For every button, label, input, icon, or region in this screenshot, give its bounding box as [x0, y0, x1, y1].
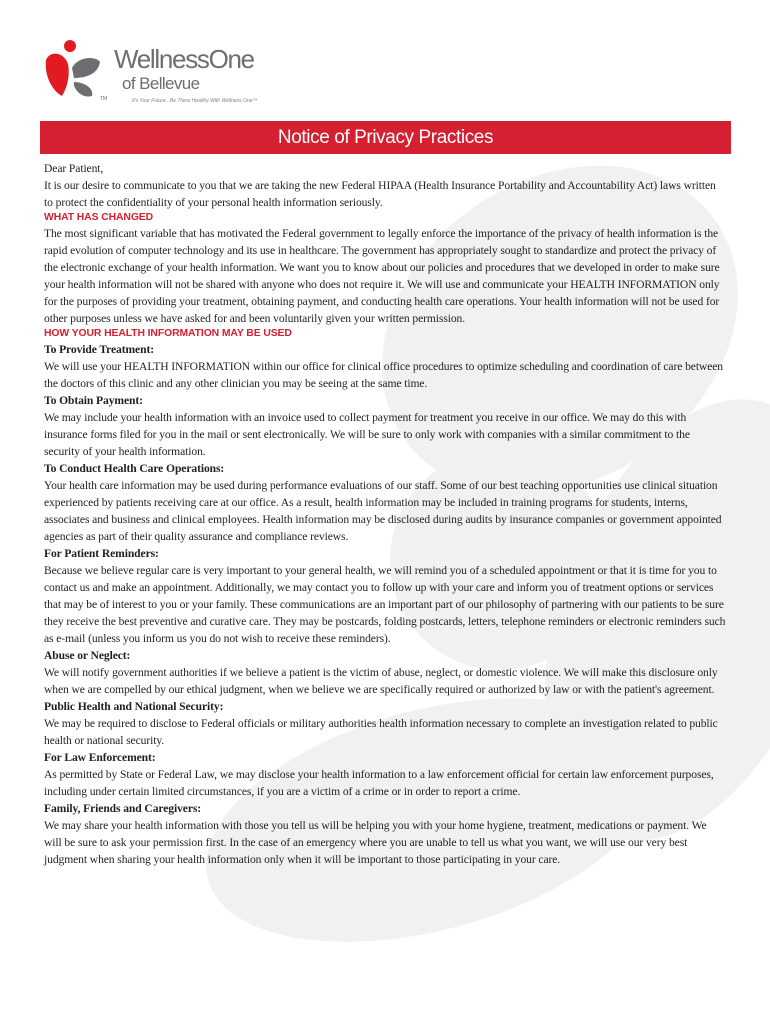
item-text-public-health: We may be required to disclose to Federal officials or military authorities health information necessary to complete an investigation related to public health or national security. [44, 717, 718, 747]
butterfly-logo-icon [40, 38, 112, 102]
logo-header [40, 38, 440, 108]
intro-paragraph: It is our desire to communicate to you that we are taking the new Federal HIPAA (Health Insurance Portability and Accountability Act) laws written to protect the confidentiality of your personal health information seriously. [44, 179, 716, 209]
item-text-operations: Your health care information may be used during performance evaluations of our staff. Some of our best teaching opportunities use clinical situation experienced by patients receiving care at our office. As a result, health information may be included in training programs for students, interns, associates and business and clinical employees. Health information may be disclosed during audits by insurance companies or government appointed agencies as part of their quality assurance and compliance reviews. [44, 479, 722, 543]
item-heading-family: Family, Friends and Caregivers: [44, 802, 202, 815]
item-heading-public-health: Public Health and National Security: [44, 700, 224, 713]
item-heading-law-enforcement: For Law Enforcement: [44, 751, 156, 764]
notice-body [44, 160, 726, 868]
item-heading-payment: To Obtain Payment: [44, 394, 143, 407]
item-text-law-enforcement: As permitted by State or Federal Law, we may disclose your health information to a law enforcement official for certain law enforcement purposes, including under certain limited circumstances, if you are a victim of a crime or in order to report a crime. [44, 768, 714, 798]
section-heading-what-changed: WHAT HAS CHANGED [44, 212, 154, 223]
what-changed-paragraph: The most significant variable that has motivated the Federal government to legally enforce the importance of the privacy of health information is the rapid evolution of computer technology and its use in healthcare. The government has appropriately sought to standardize and protect the privacy of the electronic exchange of your health information. We want you to know about our policies and procedures that we developed in order to make sure your health information will not be shared with anyone who does not require it. We will use and communicate your HEALTH INFORMATION only for the purposes of providing your treatment, obtaining payment, and conducting health care operations. Your health information will not be used for other purposes unless we have asked for and been voluntarily given your written permission. [44, 227, 720, 325]
brand-name: WellnessOne [114, 44, 254, 74]
item-text-family: We may share your health information with those you tell us will be helping you with your home hygiene, treatment, medications or payment. We will be sure to ask your permission first. In the case of an emergency where you are unable to tell us what you want, we will use our very best judgment when sharing your health information only when it will be important to those participating in your care. [44, 819, 707, 866]
greeting: Dear Patient, [44, 162, 104, 175]
item-text-payment: We may include your health information with an invoice used to collect payment for treatment you receive in our office. We may do this with insurance forms filed for you in the mail or sent electronically. We will be sure to only work with companies with a similar commitment to the security of your health information. [44, 411, 690, 458]
page-title: Notice of Privacy Practices [40, 121, 731, 154]
item-heading-treatment: To Provide Treatment: [44, 343, 154, 356]
item-heading-abuse: Abuse or Neglect: [44, 649, 131, 662]
item-heading-reminders: For Patient Reminders: [44, 547, 159, 560]
item-text-treatment: We will use your HEALTH INFORMATION within our office for clinical office procedures to optimize scheduling and coordination of care between the doctors of this clinic and any other clinician you may be seeing at the same time. [44, 360, 723, 390]
brand-location: of Bellevue [122, 74, 200, 93]
brand-tagline: It's Your Future...Be There Healthy With Wellness One™ [132, 98, 258, 104]
item-heading-operations: To Conduct Health Care Operations: [44, 462, 225, 475]
section-heading-how-used: HOW YOUR HEALTH INFORMATION MAY BE USED [44, 328, 292, 339]
item-text-abuse: We will notify government authorities if we believe a patient is the victim of abuse, neglect, or domestic violence. We will make this disclosure only when we are compelled by our ethical judgment, when we believe we are specifically required or authorized by law or with the patient's agreement. [44, 666, 718, 696]
item-text-reminders: Because we believe regular care is very important to your general health, we will remind you of a scheduled appointment or that it is time for you to contact us and make an appointment. Additionally, we may contact you to follow up with your care and inform you of treatment options or services that may be of interest to you or your family. These communications are an important part of our philosophy of partnering with our patients to be sure they receive the best preventive and curative care. They may be postcards, folding postcards, letters, telephone reminders or electronic reminders such as e-mail (unless you inform us you do not wish to receive these reminders). [44, 564, 726, 645]
trademark-mark: TM [100, 96, 108, 102]
